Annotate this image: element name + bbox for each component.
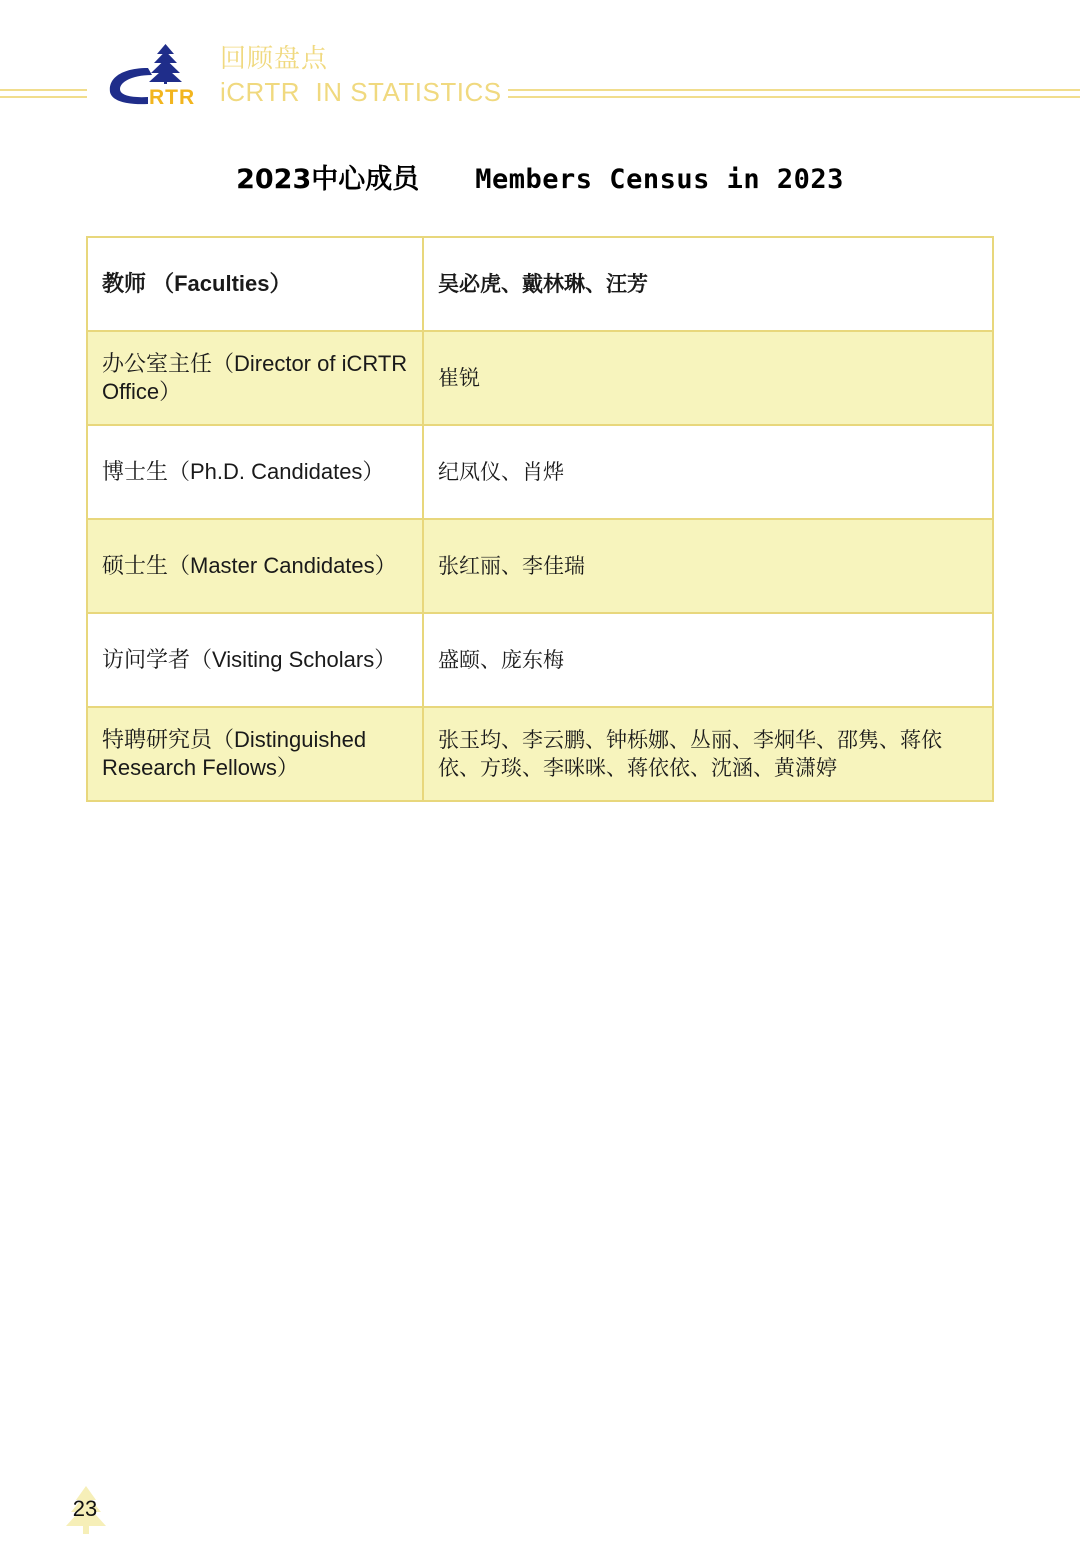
role-cell: 博士生（Ph.D. Candidates） [87, 425, 423, 519]
role-cell: 硕士生（Master Candidates） [87, 519, 423, 613]
page-number-badge [62, 1484, 110, 1536]
names-cell: 吴必虎、戴林琳、汪芳 [423, 237, 993, 331]
section-title-cn: 回顾盘点 [220, 44, 329, 74]
page-number: 23 [72, 1496, 98, 1521]
role-cell: 办公室主任（Director of iCRTR Office） [87, 331, 423, 425]
members-census-table [86, 236, 994, 802]
role-cell: 访问学者（Visiting Scholars） [87, 613, 423, 707]
header-rule-right-bottom [508, 96, 1080, 98]
table-row-phd-candidates [87, 425, 993, 519]
table-row-distinguished-fellows [87, 707, 993, 801]
names-cell: 崔锐 [423, 331, 993, 425]
names-cell: 纪凤仪、肖烨 [423, 425, 993, 519]
header-rule-right-top [508, 89, 1080, 91]
role-cell: 教师 （Faculties） [87, 237, 423, 331]
logo-letters: RTR [149, 86, 196, 108]
table-row-visiting-scholars [87, 613, 993, 707]
names-cell: 张红丽、李佳瑞 [423, 519, 993, 613]
names-cell: 张玉均、李云鹏、钟栎娜、丛丽、李炯华、邵隽、蒋依依、方琰、李咪咪、蒋依依、沈涵、黄潇婷 [423, 707, 993, 801]
role-cell: 特聘研究员（Distinguished Research Fellows） [87, 707, 423, 801]
table-row-master-candidates [87, 519, 993, 613]
page-title-cn: 2023中心成员 [236, 164, 420, 195]
icrtr-logo [108, 42, 204, 108]
names-cell: 盛颐、庞东梅 [423, 613, 993, 707]
page-title-en: Members Census in 2023 [475, 164, 844, 195]
header-rule-left-bottom [0, 96, 87, 98]
table-row-office-director [87, 331, 993, 425]
page-title [0, 162, 1080, 198]
header-rule-left-top [0, 89, 87, 91]
icrtr-logo-graphic [108, 42, 204, 108]
section-title-en: iCRTR IN STATISTICS [220, 77, 502, 107]
table-row-faculties [87, 237, 993, 331]
